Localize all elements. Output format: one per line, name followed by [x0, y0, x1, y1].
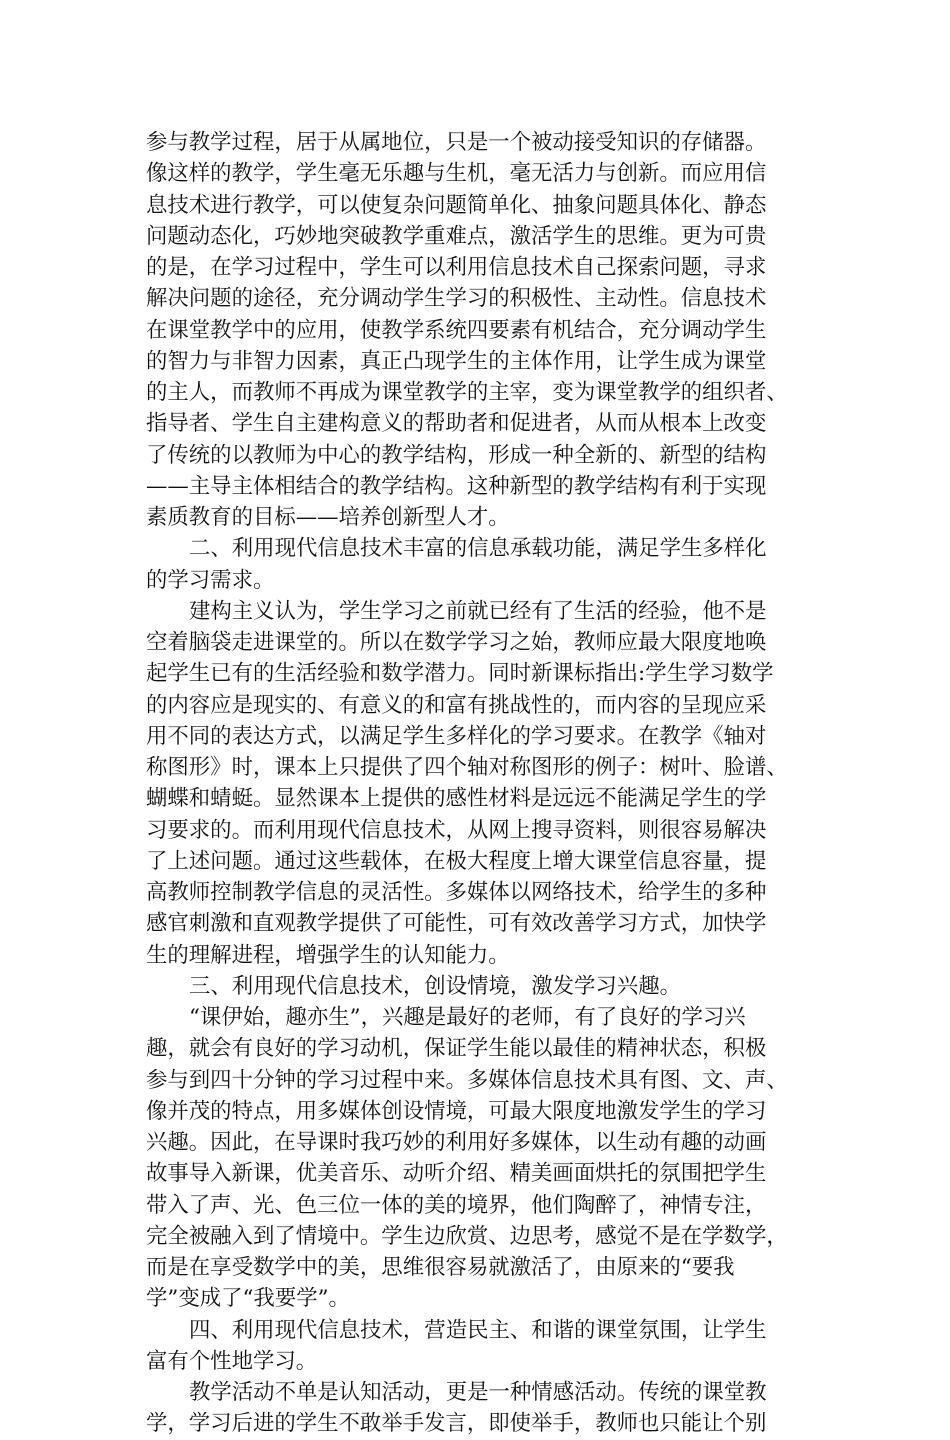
text-line: 参与教学过程，居于从属地位，只是一个被动接受知识的存储器。 — [146, 130, 767, 155]
text-line: 息技术进行教学，可以使复杂问题简单化、抽象问题具体化、静态 — [146, 192, 767, 218]
paragraph-start-line: 三、利用现代信息技术，创设情境，激发学习兴趣。 — [189, 973, 681, 999]
text-line: 趣，就会有良好的学习动机，保证学生能以最佳的精神状态，积极 — [146, 1036, 767, 1062]
text-line: 生的理解进程，增强学生的认知能力。 — [146, 942, 510, 968]
text-line: 富有个性地学习。 — [146, 1348, 318, 1374]
text-line: 起学生已有的生活经验和数学潜力。同时新课标指出:学生学习数学 — [146, 661, 774, 687]
text-line: 在课堂教学中的应用，使教学系统四要素有机结合，充分调动学生 — [146, 317, 767, 343]
text-line: 习要求的。而利用现代信息技术，从网上搜寻资料，则很容易解决 — [146, 817, 767, 843]
text-line: 像并茂的特点，用多媒体创设情境，可最大限度地激发学生的学习 — [146, 1098, 767, 1124]
text-line: 学”变成了“我要学”。 — [146, 1286, 350, 1312]
text-line: 解决问题的途径，充分调动学生学习的积极性、主动性。信息技术 — [146, 286, 767, 312]
text-line: 的学习需求。 — [146, 567, 275, 593]
text-line: 的智力与非智力因素，真正凸现学生的主体作用，让学生成为课堂 — [146, 348, 767, 374]
text-line: 指导者、学生自主建构意义的帮助者和促进者，从而从根本上改变 — [146, 411, 767, 437]
text-line: 高教师控制教学信息的灵活性。多媒体以网络技术，给学生的多种 — [146, 880, 767, 905]
text-line: 的内容应是现实的、有意义的和富有挑战性的，而内容的呈现应采 — [146, 692, 767, 718]
text-line: 感官刺激和直观教学提供了可能性，可有效改善学习方式，加快学 — [146, 911, 767, 937]
text-line: 用不同的表达方式，以满足学生多样化的学习要求。在教学《轴对 — [146, 723, 767, 749]
paragraph-start-line: 四、利用现代信息技术，营造民主、和谐的课堂氛围，让学生 — [189, 1317, 767, 1343]
text-line: 了上述问题。通过这些载体，在极大程度上增大课堂信息容量，提 — [146, 848, 767, 874]
text-line: ——主导主体相结合的教学结构。这种新型的教学结构有利于实现 — [146, 473, 767, 499]
text-line: 蝴蝶和蜻蜓。显然课本上提供的感性材料是远远不能满足学生的学 — [146, 786, 767, 812]
text-line: 兴趣。因此，在导课时我巧妙的利用好多媒体，以生动有趣的动画 — [146, 1130, 767, 1155]
text-line: 问题动态化，巧妙地突破教学重难点，激活学生的思维。更为可贵 — [146, 223, 767, 249]
text-line: 带入了声、光、色三位一体的美的境界，他们陶醉了，神情专注， — [146, 1192, 767, 1218]
text-line: 的主人，而教师不再成为课堂教学的主宰，变为课堂教学的组织者、 — [146, 380, 788, 405]
text-line: 学，学习后进的学生不敢举手发言，即使举手，教师也只能让个别 — [146, 1411, 767, 1437]
body-text — [146, 127, 806, 1440]
text-line: 素质教育的目标——培养创新型人才。 — [146, 505, 510, 530]
text-line: 空着脑袋走进课堂的。所以在数学学习之始，教师应最大限度地唤 — [146, 630, 767, 655]
text-line: 了传统的以教师为中心的教学结构，形成一种全新的、新型的结构 — [146, 442, 767, 468]
text-line: 故事导入新课，优美音乐、动听介绍、精美画面烘托的氛围把学生 — [146, 1161, 767, 1187]
text-line: 而是在享受数学中的美，思维很容易就激活了，由原来的“要我 — [146, 1255, 735, 1280]
paragraph-start-line: 教学活动不单是认知活动，更是一种情感活动。传统的课堂教 — [189, 1380, 767, 1405]
paragraph-start-line: 建构主义认为，学生学习之前就已经有了生活的经验，他不是 — [189, 598, 767, 624]
text-line: 的是，在学习过程中，学生可以利用信息技术自己探索问题，寻求 — [146, 255, 767, 280]
paragraph-start-line: 二、利用现代信息技术丰富的信息承载功能，满足学生多样化 — [189, 536, 767, 562]
paragraph-start-line: “课伊始，趣亦生”，兴趣是最好的老师，有了良好的学习兴 — [189, 1005, 746, 1030]
text-line: 像这样的教学，学生毫无乐趣与生机，毫无活力与创新。而应用信 — [146, 161, 767, 187]
text-line: 完全被融入到了情境中。学生边欣赏、边思考，感觉不是在学数学， — [146, 1223, 788, 1249]
text-line: 称图形》时，课本上只提供了四个轴对称图形的例子：树叶、脸谱、 — [146, 755, 788, 780]
text-line: 参与到四十分钟的学习过程中来。多媒体信息技术具有图、文、声、 — [146, 1067, 788, 1093]
